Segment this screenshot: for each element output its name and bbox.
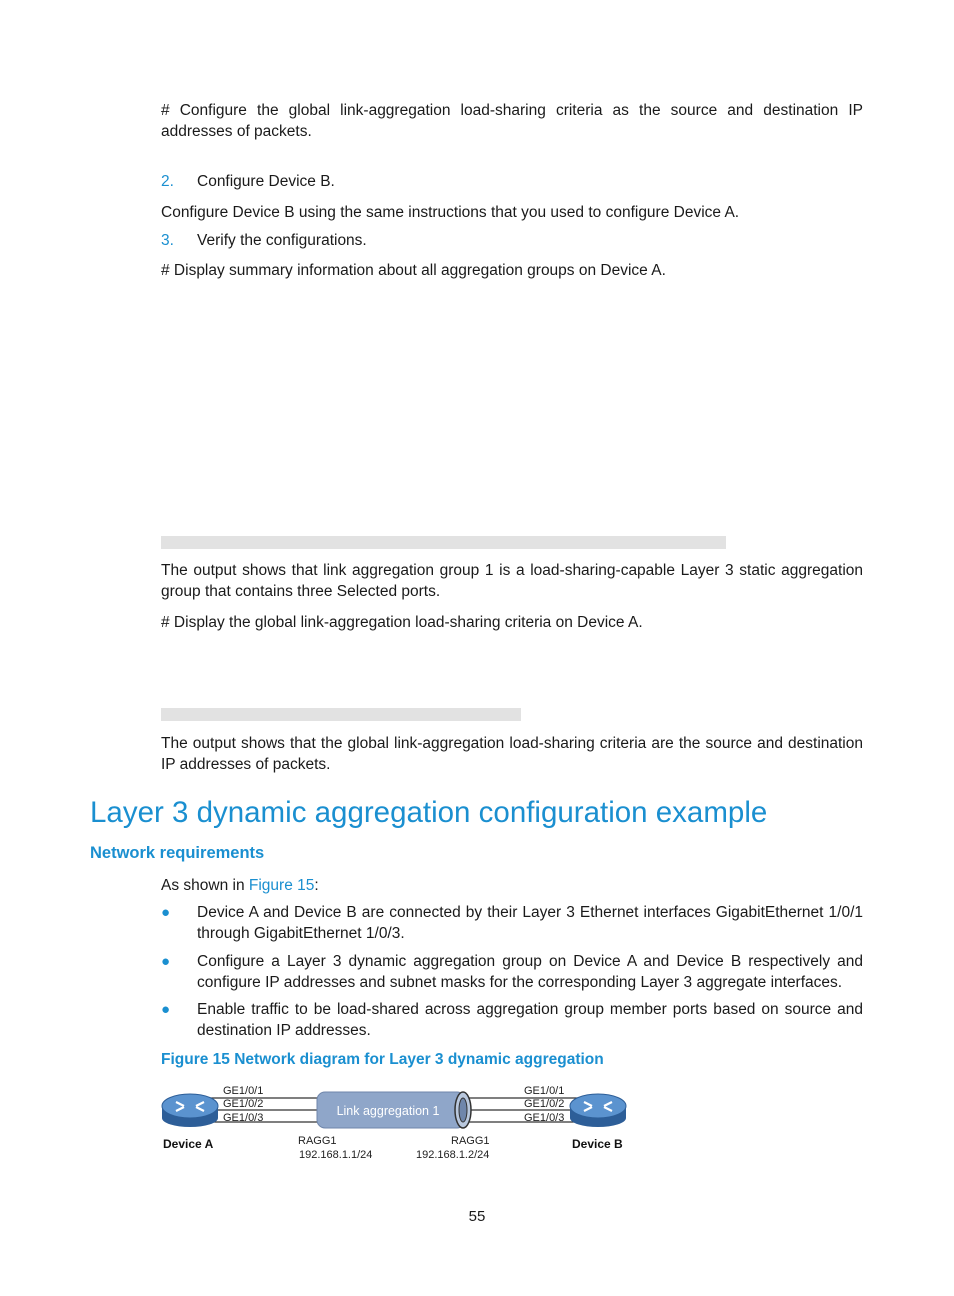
ragg-a-label: RAGG1	[298, 1135, 337, 1147]
port-label-b-1: GE1/0/1	[524, 1085, 565, 1097]
bullet-dot-icon: ●	[161, 1001, 171, 1018]
port-label-b-3: GE1/0/3	[524, 1112, 565, 1124]
as-shown-line	[161, 875, 863, 896]
step-intro-text: # Configure the global link-aggregation load-sharing criteria as the source and destination IP addresses of packets.	[161, 102, 863, 140]
ragg-b-label: RAGG1	[451, 1135, 490, 1147]
bullet-text: Configure a Layer 3 dynamic aggregation group on Device A and Device B respectively and configure IP addresses and subnet masks for the corresponding Layer 3 aggregate interfaces.	[197, 953, 863, 991]
list-item	[161, 951, 863, 993]
bullet-dot-icon: ●	[161, 904, 171, 921]
code-output-bar-1	[161, 536, 726, 549]
device-b-note: Configure Device B using the same instructions that you used to configure Device A.	[161, 204, 740, 221]
step-3-number: 3.	[161, 232, 174, 249]
subsection-heading: Network requirements	[90, 844, 265, 862]
list-item	[161, 999, 863, 1041]
code-output-bar-2	[161, 708, 521, 721]
step-3	[161, 230, 863, 251]
bullet-text: Device A and Device B are connected by their Layer 3 Ethernet interfaces GigabitEthernet 1/0/1 through GigabitEthernet 1/0/3.	[197, 904, 863, 942]
step-2	[161, 171, 863, 192]
display-summary-text: # Display summary information about all aggregation groups on Device A.	[161, 262, 666, 279]
link-aggregation-label: Link aggregation 1	[336, 1104, 440, 1118]
device-a-label: Device A	[163, 1137, 214, 1151]
port-label-a-1: GE1/0/1	[223, 1085, 264, 1097]
figure-15-link[interactable]: Figure 15	[248, 877, 315, 894]
port-label-a-3: GE1/0/3	[223, 1112, 264, 1124]
as-shown-prefix: As shown in	[161, 877, 249, 894]
device-b-label: Device B	[572, 1137, 623, 1151]
step-2-text: Configure Device B.	[197, 173, 335, 190]
device-b-router-icon	[570, 1094, 626, 1127]
section-heading: Layer 3 dynamic aggregation configuration example	[90, 796, 768, 829]
bullet-text: Enable traffic to be load-shared across aggregation group member ports based on source and destination IP addresses.	[197, 1001, 863, 1039]
network-diagram	[150, 1078, 650, 1168]
bullet-dot-icon: ●	[161, 953, 171, 970]
list-item	[161, 902, 863, 944]
port-label-b-2: GE1/0/2	[524, 1098, 565, 1110]
link-aggregation-tube	[317, 1092, 471, 1128]
ip-b-label: 192.168.1.2/24	[416, 1149, 490, 1161]
device-a-router-icon	[162, 1094, 218, 1127]
output-note-2: The output shows that the global link-aggregation load-sharing criteria are the source and destination IP addresses of packets.	[161, 735, 863, 773]
page-number: 55	[468, 1208, 486, 1225]
step-3-text: Verify the configurations.	[197, 232, 367, 249]
as-shown-suffix: :	[314, 877, 319, 894]
display-criteria-text: # Display the global link-aggregation load-sharing criteria on Device A.	[161, 614, 643, 631]
figure-caption: Figure 15 Network diagram for Layer 3 dynamic aggregation	[161, 1051, 604, 1068]
step-2-number: 2.	[161, 173, 174, 190]
ip-a-label: 192.168.1.1/24	[299, 1149, 373, 1161]
port-label-a-2: GE1/0/2	[223, 1098, 264, 1110]
output-note-1: The output shows that link aggregation group 1 is a load-sharing-capable Layer 3 static aggregation group that contains three Selected ports.	[161, 562, 863, 600]
